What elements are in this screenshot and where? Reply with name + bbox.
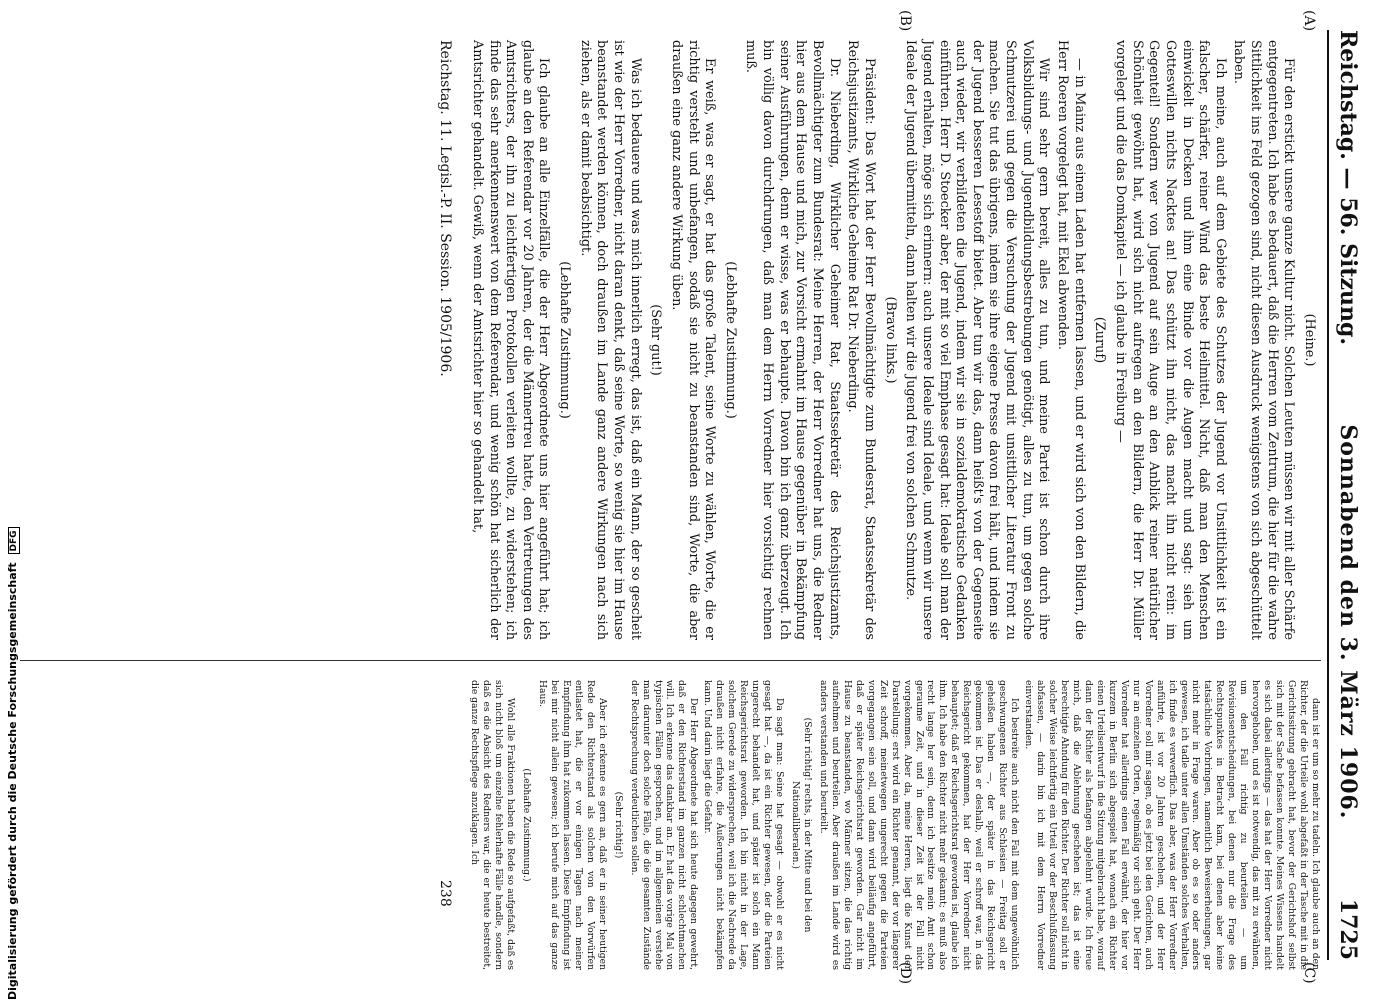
paragraph: dann ist er um so mehr zu tadeln. Ich glaube auch an den Richter, der die Urteile wohl abgefaßt in der Tasche mit in die Gerichtssitzung gebracht hat, bevor der Gerichtshof selbst sich mit der Sache befassen konnte. Meines Wissens handelt es sich dabei allerdings — das hat der Herr Vorredner nicht hervorgehoben, und es ist notwendig, das mit zu erwähnen, um den Fall richtig zu beurteilen — um Revisionsentscheidungen, bei denen nur die Frage des Rechtspunktes in Betracht kam, bei denen aber keine tatsächliche Vorbringen, namentlich Beweiserhebungen, gar nicht mehr in Frage waren. Aber ob es so oder anders gewesen, ich tadle unter allen Umständen solches Verhalten, ich finde es verwerflich. Das aber, was der Herr Vorredner anführte, ist vor 20 Jahren geschehen, und der Herr Vorredner soll mir sagen, ob es jetzt bei den Gerichten, auch nur an einzelnen Orten, regelmäßig vor sich geht. Der Herr Vorredner hat allerdings einen Fall erwähnt, der hier vor kurzem in Berlin sich abgespielt hat, wonach ein Richter einen Urteilsentwurf in die Sitzung mitgebracht habe, worauf dann der Richter als befangen abgelehnt wurde. Ich freue mich, daß die Ablehnung geschehen ist; das ist eine berechtigte Ahndung für den Richter. Der Richter soll nicht in solcher Weise leichtfertig ein Urteil vor der Beschlußfassung abfassen, — darin bin ich mit dem Herrn Vorredner einverstanden. (1023, 680, 1321, 970)
interjection: (Bravo links.) (882, 296, 898, 384)
sheet-signature: 238 (437, 880, 453, 907)
paragraph: Ich meine, auch auf dem Gebiete des Schutzes der Jugend vor Unsittlichkeit ist ein falscher, schärfer, reiner Wind das beste Heilmittel. Nicht, daß man den Menschen einwickelt in Decken und ihm eine Binde vor die Augen macht und sagt: sieh um Gotteswillen nichts Nacktes an! Das schützt ihn nicht, das macht ihn nicht rein: im Gegenteil! Sondern wer von Jugend auf sein Auge an den Anblick reiner natürlicher Schönheit gewöhnt hat, wird sich nicht aufregen an den Bildern, die Herr Dr. Müller vorgelegt und die das Domkapitel — ich glaube in Freiburg — (1112, 40, 1228, 640)
paragraph: Ich glaube an alle Einzelfälle, die der Herr Abgeordnete uns hier angeführt hat; ich glaube an den Referendar vor 20 Jahren, der die Männertreu hatte, den Vertretungen des Amtsrichters, der ihn zu leichtfertigen Protokollen verleiten wollte, zu widerstehen; ich finde das sehr anerkennenswert von dem Referendar, und wenig schön hat sicherlich der Amtsrichter gehandelt. Gewiß, wenn der Amtsrichter hier so gehandelt hat, (469, 40, 552, 640)
paragraph: Der Herr Abgeordnete hat sich heute dagegen gewehrt, daß er den Richterstand im ganzen nicht schlechtmachen will. Ich erkenne das dankbar an. Er hat das vorige Mal von typischen Fällen gesprochen, und im allgemeinen verstehe man darunter doch solche Fälle, die die gesamten Zustände der Rechtsprechung verdeutlichen sollen. (628, 680, 700, 970)
paragraph: Präsident: Das Wort hat der Herr Bevollmächtigte zum Bundesrat, Staatssekretär des Reichsjustizamts, Wirkliche Geheime Rat Dr. Nieberding. (845, 40, 877, 640)
interjection: (Lebhafte Zustimmung.) (557, 261, 573, 419)
right-column (466, 680, 1321, 970)
digitization-credit (6, 340, 20, 1000)
paragraph: Was ich bedauere und was mich innerlich erregt, das ist, daß ein Mann, der so gescheit ist wie der Herr Vorredner, nicht daran denkt, daß seine Worte, so wenig sie hier im Hause beanstandet werden können, doch draußen im Lande ganz andere Wirkungen nach sich ziehen, als er damit beabsichtigt. (577, 40, 643, 640)
margin-letter-c: (C) (1301, 962, 1317, 984)
paragraph: Da sagt man: Seine hat gesagt — obwohl er es nicht gesagt hat —, da ist ein Richter gewesen, der die Parteien ungerecht behandelt hat, und später ist solch ein Mann Reichsgerichtsrat geworden. Ich bin nicht in der Lage, solchem Gerede zu widersprechen, weil ich die Nachrede da draußen nicht erfahre, die Äußerungen nicht bekämpfen kann. Und darin liegt die Gefahr. (702, 680, 786, 970)
interjection: (Lebhafte Zustimmung.) (722, 261, 738, 419)
paragraph: Wohl alle Fraktionen haben die Rede so aufgefaßt, daß es sich nicht bloß um einzelne fehlerhafte Fälle handle, sondern daß es die Absicht des Redners war, die er heute bestreitet, die ganze Rechtspflege anzuklagen. Ich (469, 680, 517, 970)
margin-letter-b: (B) (897, 10, 913, 32)
paragraph: Aber ich erkenne es gern an, daß er in seiner heutigen Rede den Richterstand als solchen von den Vorwürfen entlastet hat, die er vor einigen Tagen nach meiner Empfindung ihm hat zukommen lassen. Diese Empfindung ist bei mir nicht allein gewesen; ich berufe mich auf das ganze Haus. (536, 680, 608, 970)
paragraph: — in Mainz aus einem Laden hat entfernen lassen, und er wird sich von den Bildern, die Herr Roeren vorgelegt hat, mit Ekel abwenden. (1055, 40, 1087, 640)
header-center: Sonnabend den 3. März 1906. (1335, 424, 1361, 820)
header-left: Reichstag. — 56. Sitzung. (1335, 30, 1361, 346)
interjection: (Sehr gut!) (648, 304, 664, 376)
paragraph: (Heine.) (1302, 313, 1317, 367)
paragraph: Er weiß, was er sagt, er hat das große Talent, seine Worte zu wählen, Worte, die er richtig versteht und unbefangen, sodaß sie nicht zu beanstanden sind, Worte, die aber draußen eine ganz andere Wirkung üben. (668, 40, 718, 640)
credit-text: Digitalisierung gefördert durch die Deutsche Forschungsgemeinschaft (6, 562, 19, 1000)
paragraph: Wir sind sehr gern bereit, alles zu tun, und meine Partei ist schon durch ihre Volksbildungs- und Jugendbildungsbestrebungen genötigt, alles zu tun, um gegen solche Schmutzerei und gegen die Versuchung der Jugend mit unsittlicher Literatur Front zu machen. Sie tut das übrigens, indem sie ihre eigene Presse davon frei hält, und indem sie der Jugend besseren Lesestoff bietet. Aber tun wir das, dann heißt's von der Gegenseite auch wieder, wir verbildeten die Jugend, indem wir sie in sozialdemokratische Gedanken einführten. Herr D. Stoecker aber, der mit so viel Emphase gesagt hat: Ideale soll man der Jugend erhalten, möge sich erinnern: auch unsere Ideale sind Ideale, und wenn wir unsere Ideale der Jugend übermitteln, dann halten wir die Jugend frei von solchen Schmutze. (903, 40, 1052, 640)
left-column (466, 40, 1321, 640)
interjection: (Sehr richtig!) (612, 791, 624, 859)
paragraph: Dr. Nieberding, Wirklicher Geheimer Rat, Staatssekretär des Reichsjustizamts, Bevollmächtigter zum Bundesrat: Meine Herren, der Herr Vorredner hat uns, die Redner hier aus dem Hause und mich, zur Vorsicht ermahnt im Hause gegenüber in Bekämpfung seiner Ausführungen, denn er wisse, was er behaupte. Davon bin ich ganz überzeugt. Ich bin völlig davon durchdrungen, daß man dem Herrn Vorredner hier vorsichtig rechnen muß. (743, 40, 842, 640)
page-number: 1725 (1335, 898, 1361, 960)
interjection: (Sehr richtig! rechts, in der Mitte und bei den Nationalliberalen.) (790, 717, 813, 933)
margin-letter-d: (D) (897, 962, 913, 985)
interjection: (Zuruf) (1092, 316, 1108, 364)
dfg-logo: DFG (8, 527, 20, 554)
margin-letter-a: (A) (1301, 10, 1317, 32)
paragraph: Für den erstickt unsere ganze Kultur nicht. Solchen Leuten müssen wir mit aller Schärfe entgegentreten. Ich habe es bedauert, daß die Herren vom Zentrum, die hier für die wahre Sittlichkeit ins Feld gezogen sind, nicht diesen Ausdruck wenigstens von sich abgeschüttelt haben. (1231, 40, 1297, 640)
footer-source: Reichstag. 11. Legisl.-P. II. Session. 1905/1906. (437, 40, 453, 377)
column-divider (20, 660, 1321, 661)
interjection: (Lebhafte Zustimmung.) (521, 768, 532, 882)
paragraph: Ich bestreite auch nicht den Fall mit dem ungewöhnlich geschwungenen Richter aus Schlesien — Freitag soll er geheißen haben —, der später in das Reichsgericht gekommen ist. Das er deshalb, weil er schroff war, in das Reichsgericht gekommen, hat der Herr Vorredner nicht behauptet; daß er Reichsgerichtsrat geworden ist, glaube ich ihm. Ich habe den Richter nicht mehr gekannt; es muß also recht lange her sein, denn ich besitze mein Amt schon geraume Zeit, und in dieser Zeit ist der Fall nicht vorgekommen. Aber da, meine Herren, liegt die Kunst der Darstellung: erst wird ein Richter genannt, der vor längerer Zeit schroff, meinetwegen ungerecht gegen die Parteien vorgegangen sein soll, und dann wird beiläufig angeführt, daß er später Reichsgerichtsrat geworden. Gar nicht im Hause zu beanstanden, wo Männer sitzen, die das richtig aufnehmen und beurteilen. Aber draußen im Lande wird es anders verstanden und beurteilt. (817, 680, 1021, 970)
page-header (1327, 30, 1375, 960)
page-footer (437, 40, 453, 640)
